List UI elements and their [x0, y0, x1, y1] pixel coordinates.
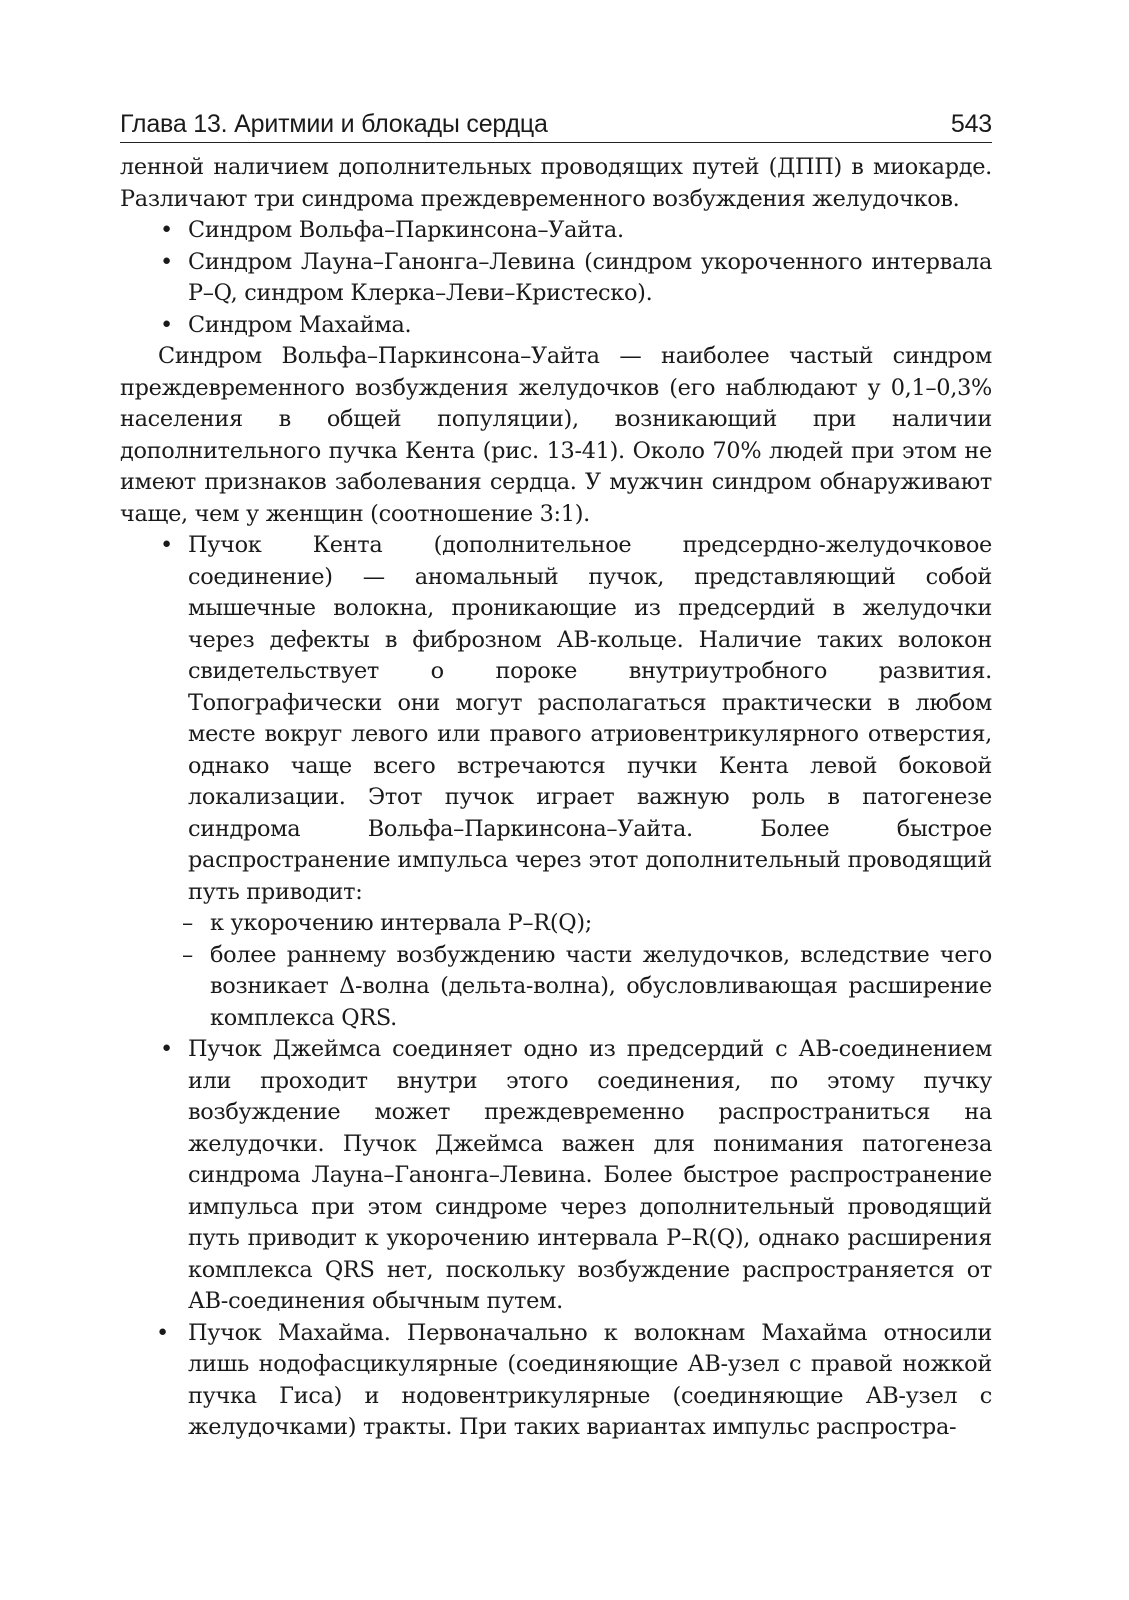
sub-list-item [120, 908, 992, 940]
running-header [120, 108, 992, 143]
sub-list-item-text: более раннему возбуждению части желудочков, вследствие чего возникает Δ-волна (дельта-волна), обусловливающая расширение комплекса QRS. [210, 941, 992, 1031]
sub-list-item-text: к укорочению интервала P–R(Q); [210, 910, 593, 936]
bullet-marker: • [160, 311, 173, 338]
bullet-marker: • [160, 248, 173, 275]
bullet-marker: • [160, 532, 173, 558]
list-item [120, 530, 992, 908]
dash-marker: – [182, 910, 193, 936]
mahaim-bundle-text: Пучок Махайма. Первоначально к волокнам Махайма относили лишь нодофасцикулярные (соединяющие АВ-узел с правой ножкой пучка Гиса) и нодовентрикулярные (соединяющие АВ-узел с желудочками) тракты. При таких вариантах импульс распростра- [188, 1319, 992, 1440]
intro-paragraph: ленной наличием дополнительных проводящих путей (ДПП) в миокарде. Различают три синдрома преждевременного возбуждения желудочков. [120, 154, 992, 212]
wpw-paragraph: Синдром Вольфа–Паркинсона–Уайта — наиболее частый синдром преждевременного возбуждения желудочков (его наблюдают у 0,1–0,3% населения в общей популяции), возникающий при наличии дополнительного пучка Кента (рис. 13-41). Около 70% людей при этом не имеют признаков заболевания сердца. У мужчин синдром обнаруживают чаще, чем у женщин (соотношение 3:1). [120, 343, 992, 527]
list-item-text: Синдром Махайма. [188, 311, 412, 338]
list-item [120, 247, 992, 310]
bullet-marker: • [160, 217, 173, 243]
sub-list-item [120, 940, 992, 1035]
bullet-marker: • [156, 1319, 169, 1346]
book-page [120, 108, 992, 1444]
list-item-text: Синдром Лауна–Ганонга–Левина (синдром укороченного интервала P–Q, синдром Клерка–Леви–Кристеско). [188, 248, 992, 306]
dash-marker: – [182, 941, 193, 968]
list-item [120, 310, 992, 342]
page-body [120, 152, 992, 1444]
page-number: 543 [950, 110, 992, 138]
list-item [120, 215, 992, 247]
kent-bundle-text: Пучок Кента (дополнительное предсердно-желудочковое соединение) — аномальный пучок, представляющий собой мышечные волокна, проникающие из предсердий в желудочки через дефекты в фиброзном АВ-кольце. Наличие таких волокон свидетельствует о пороке внутриутробного развития. Топографически они могут располагаться практически в любом месте вокруг левого или правого атриовентрикулярного отверстия, однако чаще всего встречаются пучки Кента левой боковой локализации. Этот пучок играет важную роль в патогенезе синдрома Вольфа–Паркинсона–Уайта. Более быстрое распространение импульса через этот дополнительный проводящий путь приводит: [188, 532, 992, 905]
chapter-title: Глава 13. Аритмии и блокады сердца [120, 110, 548, 138]
list-item-text: Синдром Вольфа–Паркинсона–Уайта. [188, 217, 624, 243]
list-item [120, 1034, 992, 1318]
james-bundle-text: Пучок Джеймса соединяет одно из предсердий с АВ-соединением или проходит внутри этого соединения, по этому пучку возбуждение может преждевременно распространиться на желудочки. Пучок Джеймса важен для понимания патогенеза синдрома Лауна–Ганонга–Левина. Более быстрое распространение импульса при этом синдроме через дополнительный проводящий путь приводит к укорочению интервала P–R(Q), однако расширения комплекса QRS нет, поскольку возбуждение распространяется от АВ-соединения обычным путем. [188, 1036, 992, 1314]
list-item [120, 1318, 992, 1444]
bullet-marker: • [160, 1036, 173, 1062]
